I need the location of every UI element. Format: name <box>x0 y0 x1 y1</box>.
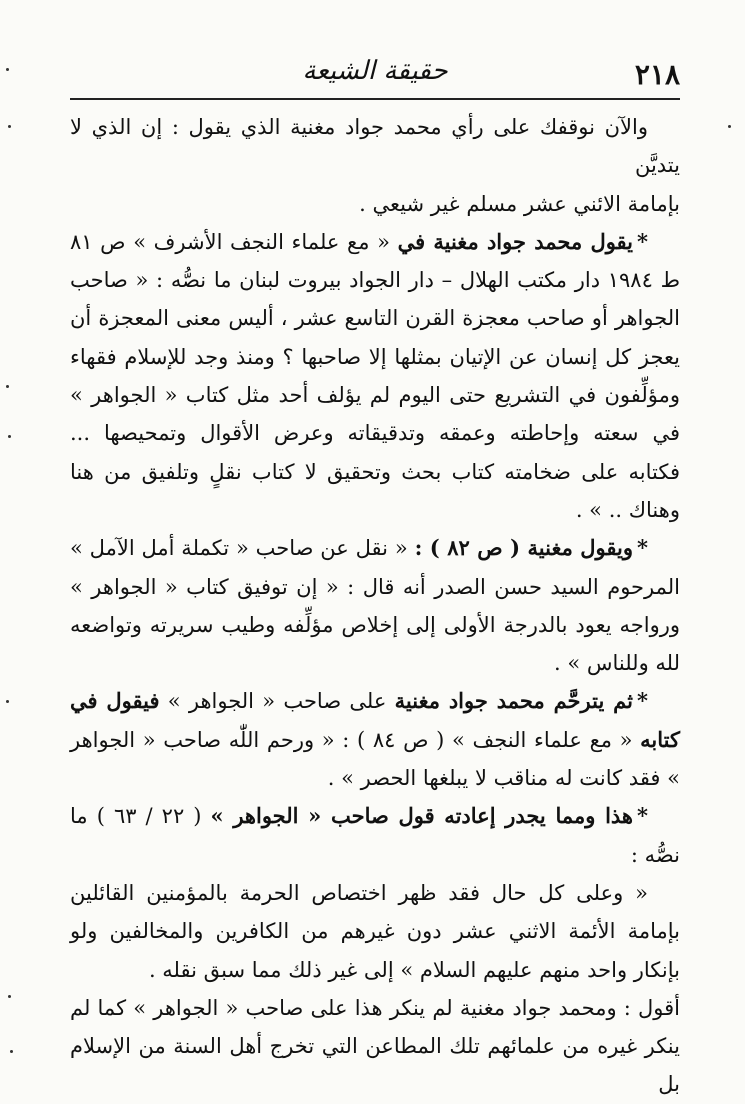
paragraph-1-line-1: والآن نوقفك على رأي محمد جواد مغنية الذي يقول : إن الذي لا يتديَّن <box>70 115 680 178</box>
scan-speck <box>6 700 9 703</box>
paragraph-7: أقول : ومحمد جواد مغنية لم ينكر هذا على صاحب « الجواهر » كما لم ينكر غيره من علمائهم تلك المطاعن التي تخرج أهل السنة من الإسلام بل <box>70 995 680 1097</box>
paragraph-3-heading: ويقول مغنية ( ص ٨٢ ) : <box>414 535 634 561</box>
paragraph-2-text: « مع علماء النجف الأشرف » ص ٨١ ط ١٩٨٤ دار مكتب الهلال – دار الجواد بيروت لبنان ما نصُّه : « صاحب الجواهر أو صاحب معجزة القرن التاسع عشر ، أليس معنى المعجزة أن يعجز كل إنسان عن الإتيان بمثلها إلا صاحبها ؟ ومنذ وجد للإسلام فقهاء ومؤلِّفون في التشريع حتى اليوم لم يؤلف أحد مثل كتاب « الجواهر » في سعته وإحاطته وعمقه وتدقيقاته وعرض الأقوال وتمحيصها ... فكتابه على ضخامته كتاب بحث وتحقيق لا كتاب نقلٍ وتلفيق من هنا وهناك .. » . <box>70 229 680 522</box>
paragraph-4-mid: على صاحب « الجواهر » <box>159 689 395 714</box>
paragraph-2 <box>70 223 680 529</box>
paragraph-4-heading-2: فيقول في كتابه <box>70 688 680 752</box>
page-header <box>70 50 680 100</box>
paragraph-5-heading: هذا ومما يجدر إعادته قول صاحب « الجواهر » <box>210 803 633 829</box>
paragraph-6: « وعلى كل حال فقد ظهر اختصاص الحرمة بالمؤمنين القائلين بإمامة الأئمة الاثني عشر دون غيرهم من الكافرين والمخالفين ولو بإنكار واحد منهم عليهم السلام » إلى غير ذلك مما سبق نقله . <box>70 880 680 982</box>
paragraph-3-text: « نقل عن صاحب « تكملة أمل الآمل » المرحوم السيد حسن الصدر أنه قال : « إن توفيق كتاب « الجواهر » ورواجه يعود بالدرجة الأولى إلى إخلاص مؤلِّفه وطيب سريرته وتواضعه لله وللناس » . <box>70 536 680 676</box>
paragraph-5-text: ( ٢٢ / ٦٣ ) ما نصُّه : <box>70 804 680 867</box>
bullet-star: * <box>637 688 648 714</box>
paragraph-2-heading: يقول محمد جواد مغنية في <box>397 228 634 254</box>
running-title: حقيقة الشيعة <box>302 56 448 86</box>
scan-speck <box>8 435 11 438</box>
scan-speck <box>8 125 11 128</box>
header-divider <box>70 98 680 100</box>
paragraph-4-heading: ثم يترحَّم محمد جواد مغنية <box>394 688 634 714</box>
page-number: ٢١٨ <box>634 58 680 91</box>
paragraph-4-text: « مع علماء النجف » ( ص ٨٤ ) : « ورحم اللّٰه صاحب « الجواهر » فقد كانت له مناقب لا يبلغها الحصر » . <box>70 727 680 791</box>
scan-speck <box>6 385 9 388</box>
scan-speck <box>6 68 9 71</box>
page-body <box>70 108 680 1104</box>
paragraph-1-line-2: بإمامة الائني عشر مسلم غير شيعي . <box>359 191 680 216</box>
scan-speck <box>10 1050 13 1053</box>
paragraph-3 <box>70 529 680 682</box>
bullet-star: * <box>637 535 648 561</box>
paragraph-4 <box>70 682 680 797</box>
bullet-star: * <box>637 228 649 254</box>
bullet-star: * <box>637 803 648 829</box>
scan-speck <box>8 995 11 998</box>
paragraph-5 <box>70 797 680 874</box>
paragraph-1 <box>70 108 680 223</box>
scan-speck <box>728 125 731 128</box>
